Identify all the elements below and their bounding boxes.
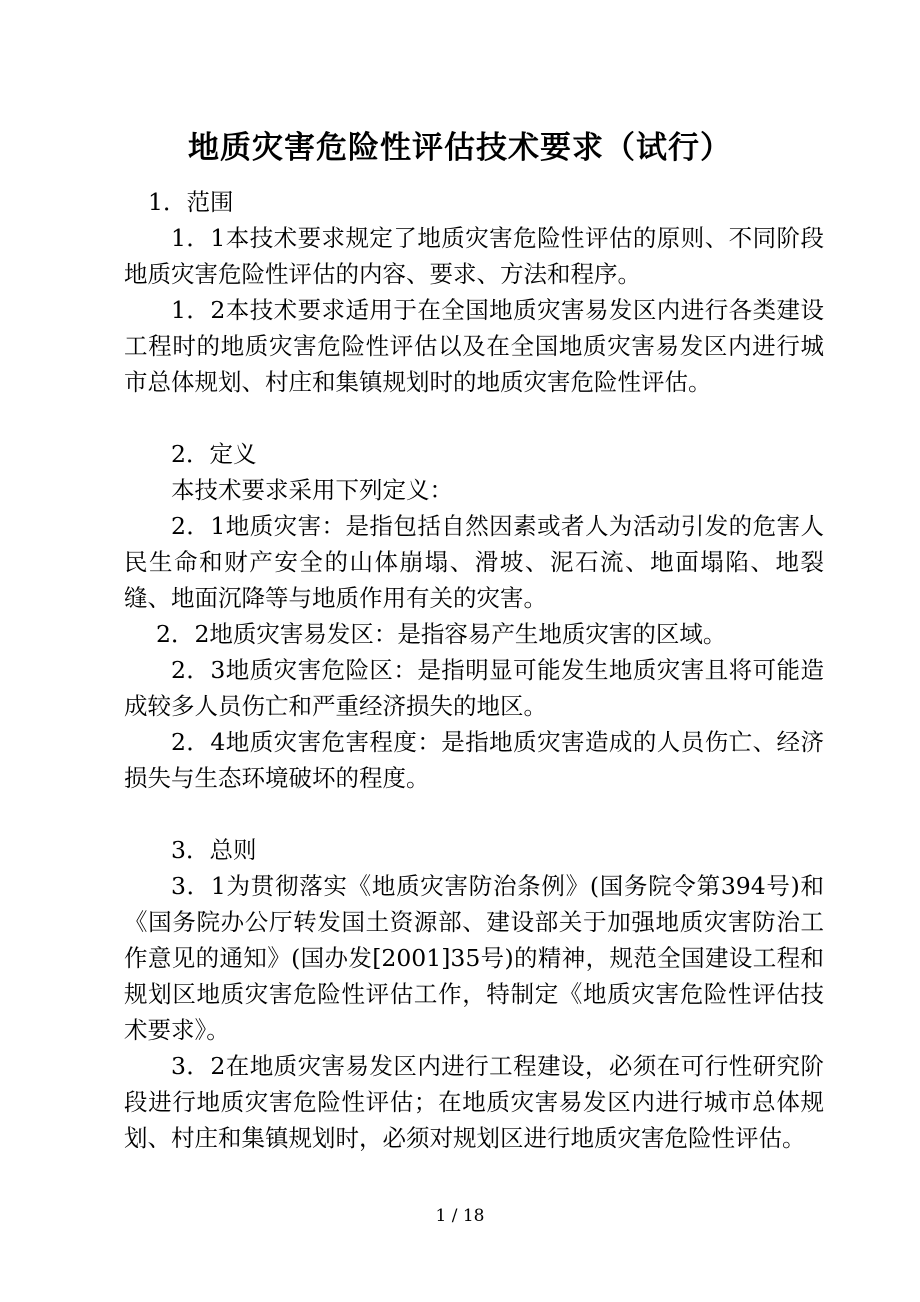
paragraph-1-1: 1．1本技术要求规定了地质灾害危险性评估的原则、不同阶段地质灾害危险性评估的内容、要求、方法和程序。	[124, 224, 824, 288]
paragraph-2-3: 2．3地质灾害危险区：是指明显可能发生地质灾害且将可能造成较多人员伤亡和严重经济损失的地区。	[124, 656, 824, 720]
section-heading-scope: 1．范围	[148, 188, 234, 216]
paragraph-2-1: 2．1地质灾害：是指包括自然因素或者人为活动引发的危害人民生命和财产安全的山体崩塌、滑坡、泥石流、地面塌陷、地裂缝、地面沉降等与地质作用有关的灾害。	[124, 512, 824, 612]
paragraph-2-4: 2．4地质灾害危害程度：是指地质灾害造成的人员伤亡、经济损失与生态环境破坏的程度。	[124, 728, 824, 792]
document-title: 地质灾害危险性评估技术要求（试行）	[188, 130, 732, 166]
section-spacer	[124, 796, 824, 832]
section-spacer	[124, 400, 824, 436]
page-number: 1 / 18	[435, 1206, 485, 1226]
paragraph-2-2: 2．2地质灾害易发区：是指容易产生地质灾害的区域。	[156, 620, 727, 648]
section-heading-general: 3．总则	[171, 836, 257, 864]
paragraph-1-2: 1．2本技术要求适用于在全国地质灾害易发区内进行各类建设工程时的地质灾害危险性评估以及在全国地质灾害易发区内进行城市总体规划、村庄和集镇规划时的地质灾害危险性评估。	[124, 296, 824, 396]
document-body	[124, 184, 824, 1156]
paragraph-definitions-intro: 本技术要求采用下列定义：	[171, 476, 453, 504]
section-heading-definitions: 2．定义	[171, 440, 257, 468]
paragraph-3-2: 3．2在地质灾害易发区内进行工程建设，必须在可行性研究阶段进行地质灾害危险性评估；在地质灾害易发区内进行城市总体规划、村庄和集镇规划时，必须对规划区进行地质灾害危险性评估。	[124, 1052, 824, 1152]
paragraph-3-1: 3．1为贯彻落实《地质灾害防治条例》(国务院令第394号)和《国务院办公厅转发国土资源部、建设部关于加强地质灾害防治工作意见的通知》(国办发[2001]35号)的精神，规范全国建设工程和规划区地质灾害危险性评估工作，特制定《地质灾害危险性评估技术要求》。	[124, 872, 824, 1044]
